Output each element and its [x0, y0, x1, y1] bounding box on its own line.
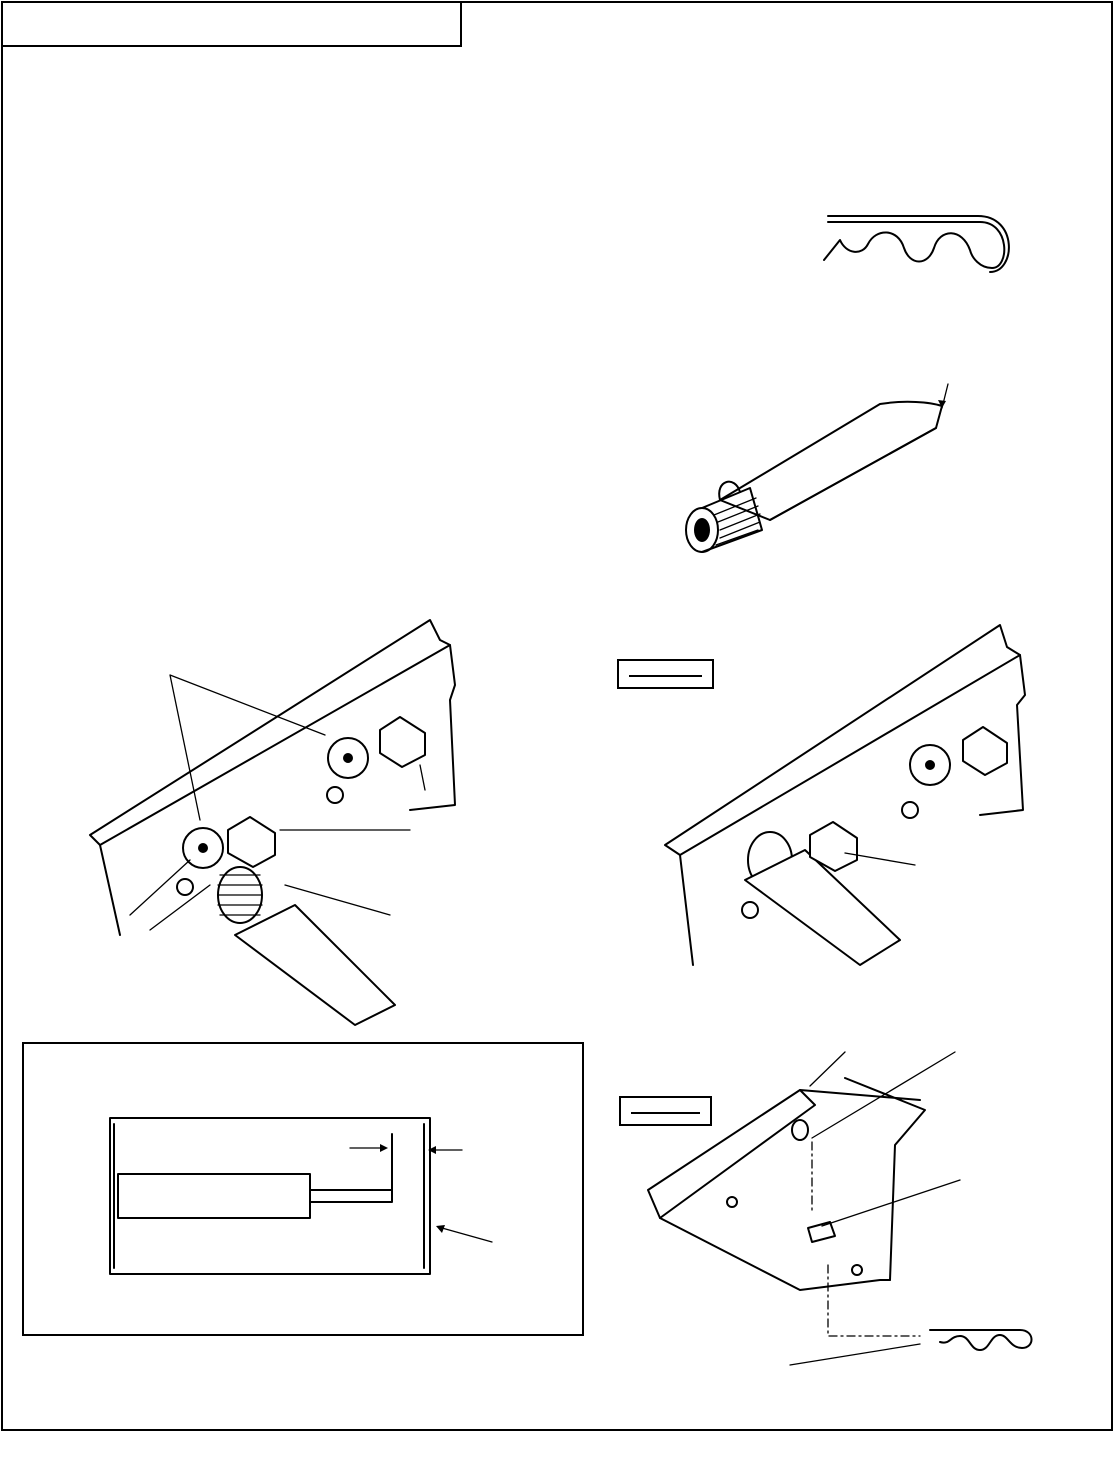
burner-tube-figure	[680, 380, 970, 560]
cotter-pin-figure	[810, 210, 1020, 280]
burner-installation-figure	[80, 605, 480, 1035]
pin-assembly-figure	[640, 1040, 1050, 1380]
burner-installed-figure	[645, 605, 1045, 985]
title-box	[1, 1, 462, 47]
orifice-gap-diagram	[22, 1042, 584, 1336]
